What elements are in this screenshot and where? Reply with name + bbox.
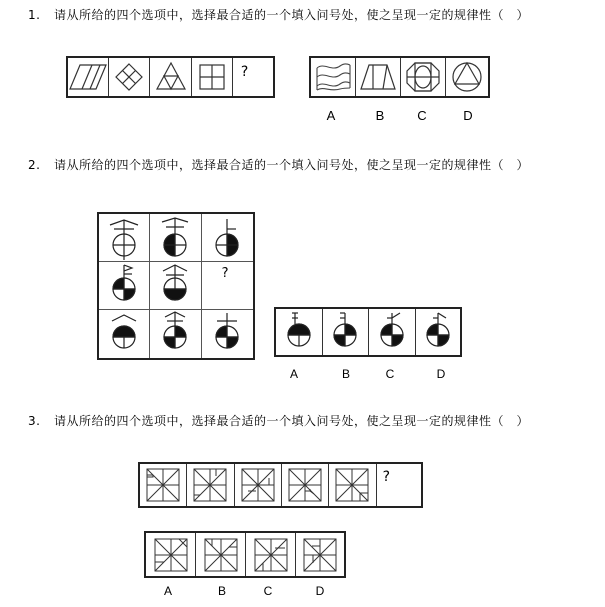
option-d-label[interactable]: D [463, 108, 473, 123]
option-a-label[interactable]: A [289, 367, 298, 381]
option-d-label[interactable]: D [436, 367, 446, 381]
matrix-cell [99, 262, 150, 310]
option-c-label[interactable]: C [417, 108, 427, 123]
option-c-figure[interactable] [246, 533, 296, 576]
option-b-figure[interactable] [356, 58, 401, 96]
question-text: 请从所给的四个选项中，选择最合适的一个填入问号处，使之呈现一定的规律性（ ） [54, 158, 530, 172]
option-b-label[interactable]: B [341, 367, 350, 381]
figure-step-1 [140, 464, 187, 506]
matrix-cell-missing [202, 262, 253, 310]
option-c-label[interactable]: C [385, 367, 395, 381]
matrix-cell [150, 262, 201, 310]
figure-diamond [109, 58, 150, 96]
question-2-prompt [28, 156, 529, 173]
matrix-cell [99, 214, 150, 262]
question-text: 请从所给的四个选项中，选择最合适的一个填入问号处，使之呈现一定的规律性（ ） [54, 414, 530, 428]
matrix-cell [202, 310, 253, 358]
question-mark: ? [240, 64, 249, 80]
question-mark: ? [221, 266, 229, 281]
option-b-figure[interactable] [323, 309, 370, 355]
option-a-label[interactable]: A [326, 108, 336, 123]
question-number: 1. [28, 8, 41, 22]
question-number: 3. [28, 414, 41, 428]
figure-missing [377, 464, 421, 506]
figure-step-5 [329, 464, 376, 506]
question-text: 请从所给的四个选项中，选择最合适的一个填入问号处，使之呈现一定的规律性（ ） [54, 8, 530, 22]
option-a-label[interactable]: A [163, 584, 172, 598]
option-b-label[interactable]: B [217, 584, 226, 598]
matrix-cell [150, 310, 201, 358]
matrix-cell [99, 310, 150, 358]
option-c-figure[interactable] [369, 309, 416, 355]
option-a-figure[interactable] [146, 533, 196, 576]
option-c-figure[interactable] [401, 58, 446, 96]
option-a-figure[interactable] [276, 309, 323, 355]
question-3-prompt [28, 412, 529, 429]
figure-missing [233, 58, 273, 96]
option-d-figure[interactable] [296, 533, 344, 576]
option-d-figure[interactable] [416, 309, 461, 355]
matrix-cell [150, 214, 201, 262]
question-2-options [274, 307, 462, 357]
figure-triangle [150, 58, 191, 96]
option-d-figure[interactable] [446, 58, 488, 96]
figure-square [192, 58, 233, 96]
question-1-options [309, 56, 490, 98]
figure-parallelogram [68, 58, 109, 96]
matrix-cell [202, 214, 253, 262]
figure-step-2 [187, 464, 234, 506]
figure-step-3 [235, 464, 282, 506]
option-c-label[interactable]: C [263, 584, 273, 598]
question-2-matrix [97, 212, 255, 360]
question-number: 2. [28, 158, 41, 172]
option-a-figure[interactable] [311, 58, 356, 96]
option-d-label[interactable]: D [315, 584, 325, 598]
figure-step-4 [282, 464, 329, 506]
question-3-options [144, 531, 346, 578]
option-b-figure[interactable] [196, 533, 246, 576]
option-b-label[interactable]: B [375, 108, 385, 123]
question-1-prompt [28, 6, 529, 23]
question-1-sequence [66, 56, 275, 98]
question-3-sequence [138, 462, 423, 508]
question-mark: ? [382, 469, 391, 485]
